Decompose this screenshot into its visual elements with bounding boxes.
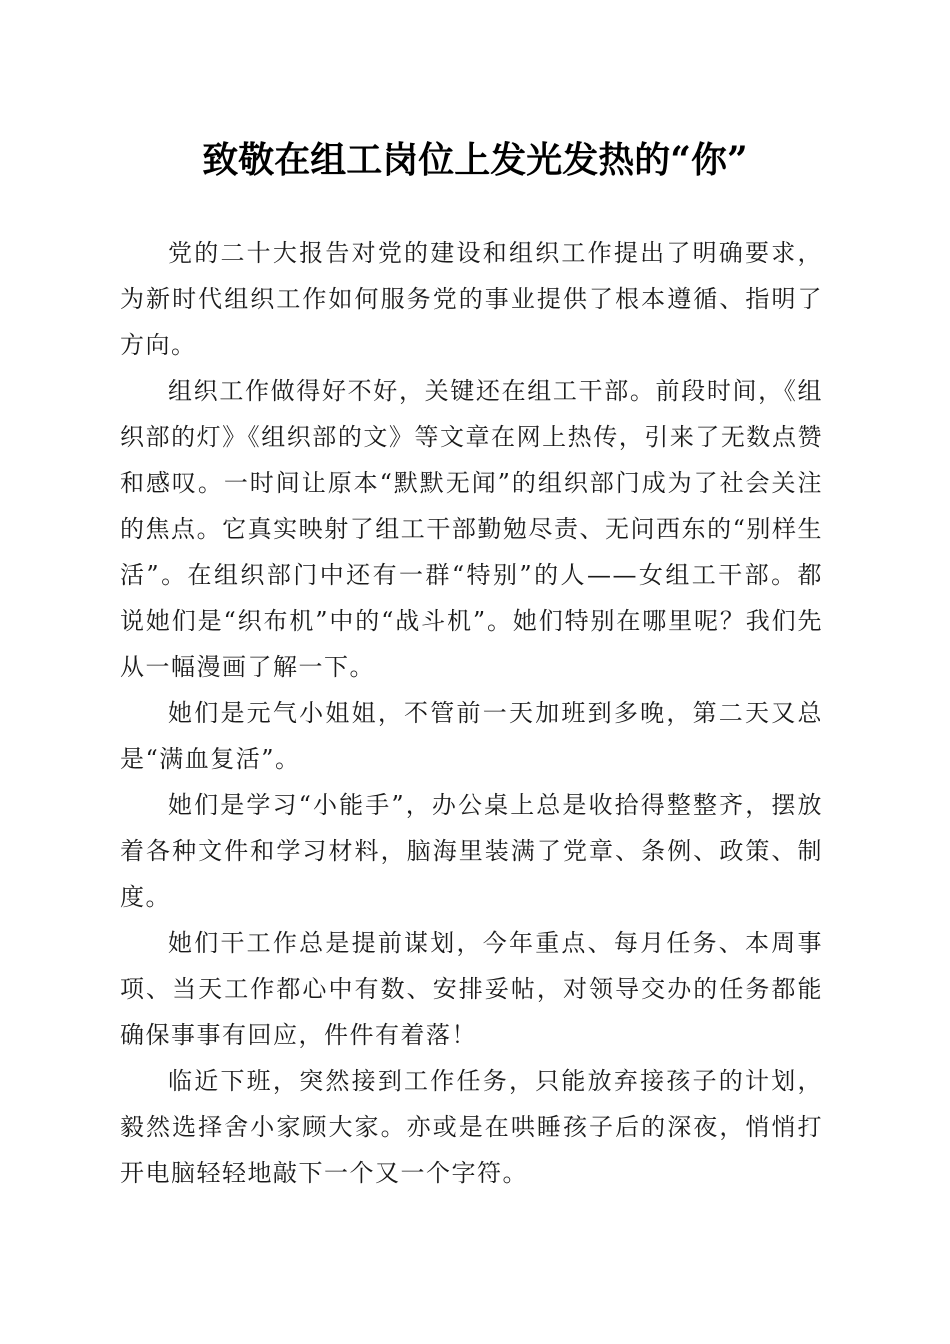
paragraph: 她们是学习“小能手”，办公桌上总是收拾得整整齐，摆放着各种文件和学习材料，脑海里装满了党章、条例、政策、制度。: [120, 791, 823, 911]
paragraph: 她们是元气小姐姐，不管前一天加班到多晚，第二天又总是“满血复活”。: [120, 699, 823, 773]
paragraph: 党的二十大报告对党的建设和组织工作提出了明确要求，为新时代组织工作如何服务党的事业提供了根本遵循、指明了方向。: [120, 239, 823, 359]
paragraph: 她们干工作总是提前谋划，今年重点、每月任务、本周事项、当天工作都心中有数、安排妥帖，对领导交办的任务都能确保事事有回应，件件有着落！: [120, 929, 823, 1049]
document-title: 致敬在组工岗位上发光发热的“你”: [202, 139, 748, 181]
paragraph: 临近下班，突然接到工作任务，只能放弃接孩子的计划，毅然选择舍小家顾大家。亦或是在哄睡孩子后的深夜，悄悄打开电脑轻轻地敲下一个又一个字符。: [120, 1067, 823, 1187]
document-body: [120, 230, 823, 1196]
paragraph: 组织工作做得好不好，关键还在组工干部。前段时间，《组织部的灯》《组织部的文》等文章在网上热传，引来了无数点赞和感叹。一时间让原本“默默无闻”的组织部门成为了社会关注的焦点。它真实映射了组工干部勤勉尽责、无问西东的“别样生活”。在组织部门中还有一群“特别”的人——女组工干部。都说她们是“织布机”中的“战斗机”。她们特别在哪里呢？我们先从一幅漫画了解一下。: [120, 377, 823, 681]
